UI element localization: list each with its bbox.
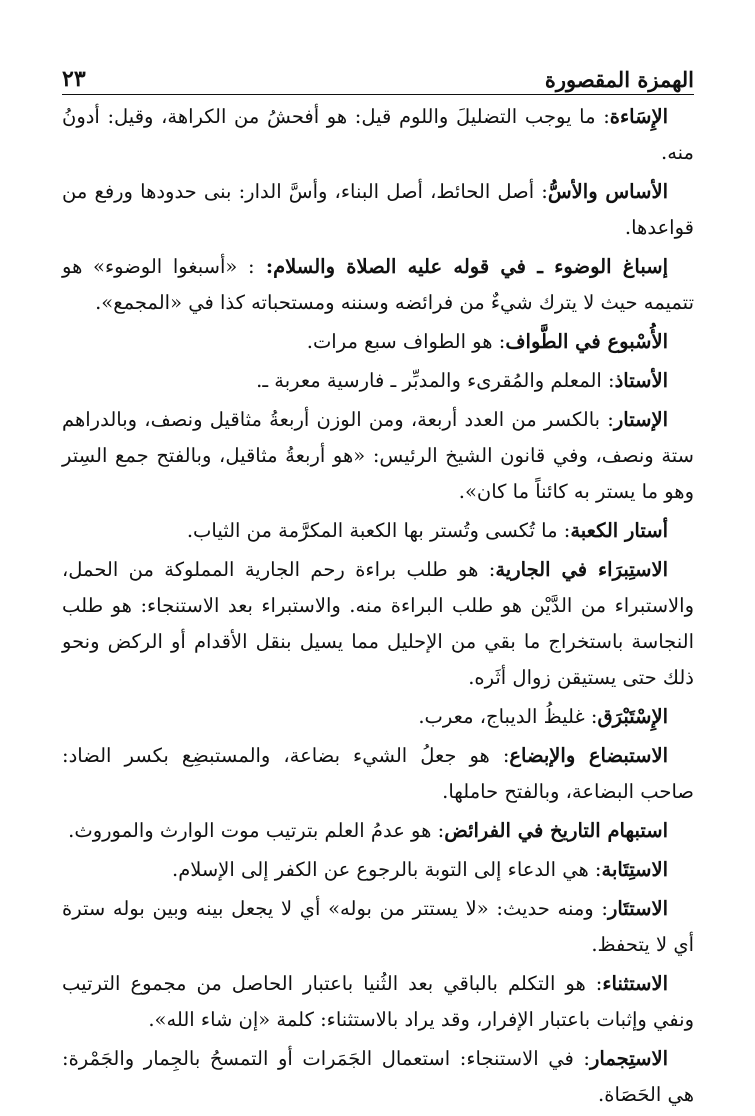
entry-term: الإِسَاءة [609,105,668,128]
entry-istibra [62,552,694,696]
entries-list [62,99,694,1113]
entry-term: الاستثناء [602,972,668,995]
document-page [62,52,694,1116]
entry-definition: : هي الدعاء إلى التوبة بالرجوع عن الكفر إلى الإسلام. [172,858,602,881]
entry-istijmar [62,1041,694,1113]
entry-istibham-altarikh [62,813,694,849]
entry-istabraq [62,699,694,735]
entry-definition: : في الاستنجاء: استعمال الجَمَرات أو التمسحُ بالجِمار والجَمْرة: هي الحَصَاة. [62,1047,694,1106]
entry-istitaba [62,852,694,888]
entry-istar [62,402,694,510]
entry-term: الاستِجمار [590,1047,668,1070]
entry-definition: : هو الطواف سبع مرات. [306,330,506,353]
entry-term: أستار الكعبة [570,519,668,542]
entry-definition: : ومنه حديث: «لا يستتر من بوله» أي لا يجعل بينه وبين بوله سترة أي لا يتحفظ. [62,897,694,956]
entry-usbu-fi-altawaf [62,324,694,360]
page-header [62,52,694,95]
entry-term: الإستار [613,408,668,431]
entry-astar-alkaba [62,513,694,549]
entry-term: الاستِتَابة [601,858,668,881]
entry-istitar [62,891,694,963]
entry-term: استبهام التاريخ في الفرائض [444,819,668,842]
page-number: ٢٣ [62,66,86,92]
entry-ustadh [62,363,694,399]
entry-definition: : هو عدمُ العلم بترتيب موت الوارث والموروث. [68,819,445,842]
entry-term: الأُسْبوع في الطَّواف [505,330,668,353]
entry-term: الاستبضاع والإبضاع [509,744,668,767]
entry-term: الأساس والأسُّ [547,180,668,203]
entry-definition: : بالكسر من العدد أربعة، ومن الوزن أربعةُ مثاقيل ونصف، وبالدراهم ستة ونصف، وفي قانون الشيخ الرئيس: «هو أربعةُ مثاقيل، وبالفتح جمع السِتر وهو ما يستر به كائناً ما كان». [62,408,694,503]
entry-definition: : المعلم والمُقرىء والمدبِّر ـ فارسية معربة ـ. [256,369,615,392]
entry-istibda [62,738,694,810]
entry-term: الأستاذ [614,369,668,392]
entry-definition: : «أسبغوا الوضوء» هو تتميمه حيث لا يترك شيءٌ من فرائضه وسننه ومستحباته كذا في «المجمع». [62,255,694,314]
running-title: الهمزة المقصورة [544,67,694,92]
entry-isaah [62,99,694,171]
entry-term: إسباغ الوضوء ـ في قوله عليه الصلاة والسلام: [254,255,668,278]
entry-term: الاستِبرَاء في الجارية [495,558,668,581]
entry-istithna [62,966,694,1038]
entry-definition: : هو طلب براءة رحم الجارية المملوكة من الحمل، والاستبراء من الدَّيْن هو طلب البراءة منه. والاستبراء بعد الاستنجاء: هو طلب النجاسة باستخراج ما بقي من الإحليل مما يسيل بنقل الأقدام أو الركض ونحو ذلك حتى يستيقن زوال أثَره. [62,558,694,689]
entry-definition: : هو التكلم بالباقي بعد الثُنيا باعتبار الحاصل من مجموع الترتيب ونفي وإثبات باعتبار الإفرار، وقد يراد بالاستثناء: كلمة «إن شاء الله». [62,972,694,1031]
entry-definition: : غليظُ الديباج، معرب. [418,705,598,728]
entry-term: الإِسْتَبْرَق [597,705,668,728]
entry-isbagh-alwudu [62,249,694,321]
entry-definition: : ما تُكسى وتُستر بها الكعبة المكرَّمة من الثياب. [186,519,571,542]
entry-definition: : هو جعلُ الشيء بضاعة، والمستبضِع بكسر الضاد: صاحب البضاعة، وبالفتح حاملها. [62,744,694,803]
entry-definition: : أصل الحائط، أصل البناء، وأسَّ الدار: بنى حدودها ورفع من قواعدها. [62,180,694,239]
entry-term: الاستتَار [607,897,668,920]
entry-definition: : ما يوجب التضليلَ واللوم قيل: هو أفحشُ من الكراهة، وقيل: أدونُ منه. [62,105,694,164]
entry-asas [62,174,694,246]
